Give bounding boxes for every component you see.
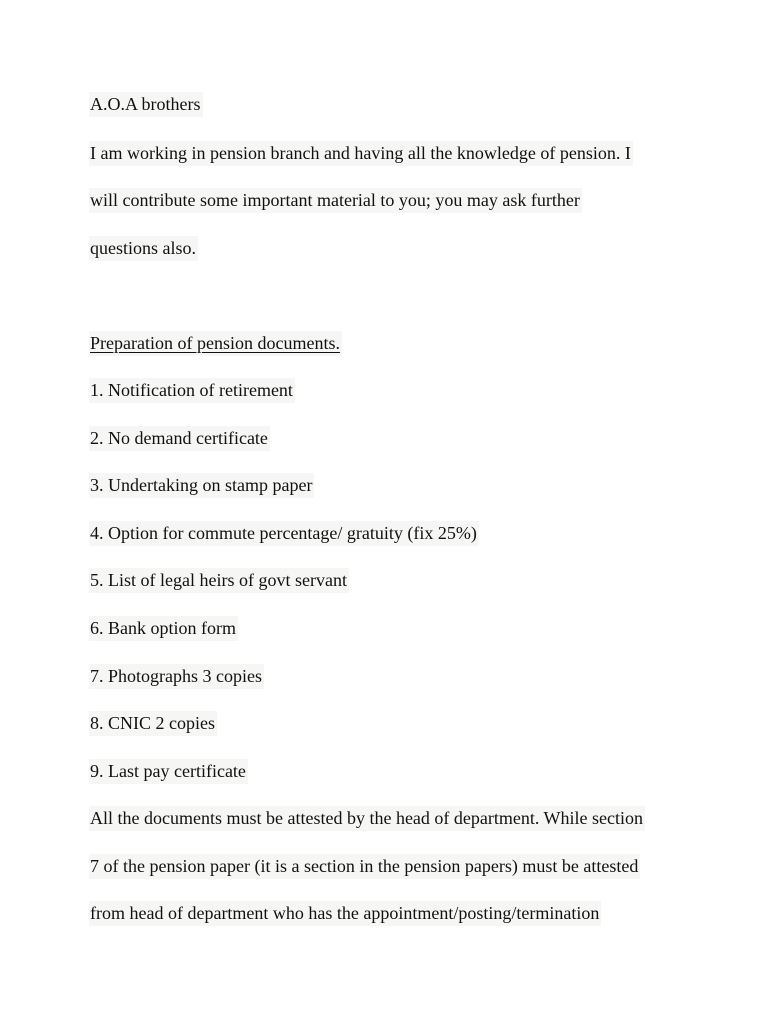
list-item-text: 9. Last pay certificate: [89, 759, 248, 784]
greeting-text: A.O.A brothers: [89, 92, 203, 117]
closing-text-1: All the documents must be attested by the head of department. While section: [89, 806, 645, 831]
closing-line-2: [89, 854, 640, 878]
list-item-text: 2. No demand certificate: [89, 426, 270, 451]
intro-text-2: will contribute some important material to you; you may ask further: [89, 188, 582, 213]
intro-text-1: I am working in pension branch and having all the knowledge of pension. I: [89, 141, 633, 166]
list-item: [89, 378, 295, 402]
closing-line-3: [89, 901, 601, 925]
closing-text-2: 7 of the pension paper (it is a section in the pension papers) must be attested: [89, 854, 640, 879]
closing-line-1: [89, 806, 645, 830]
list-item: [89, 759, 248, 783]
list-item-text: 3. Undertaking on stamp paper: [89, 473, 314, 498]
list-item-text: 4. Option for commute percentage/ gratuity (fix 25%): [89, 521, 479, 546]
list-item-text: 1. Notification of retirement: [89, 378, 295, 403]
list-item: [89, 664, 264, 688]
section-heading: Preparation of pension documents.: [89, 331, 342, 356]
list-item: [89, 426, 270, 450]
list-item-text: 6. Bank option form: [89, 616, 238, 641]
section-heading-line: [89, 331, 342, 355]
list-item: [89, 521, 479, 545]
list-item: [89, 568, 349, 592]
intro-line-3: [89, 236, 198, 260]
list-item-text: 8. CNIC 2 copies: [89, 711, 217, 736]
greeting-line: [89, 92, 203, 116]
list-item: [89, 616, 238, 640]
list-item: [89, 473, 314, 497]
list-item-text: 5. List of legal heirs of govt servant: [89, 568, 349, 593]
intro-line-1: [89, 141, 633, 165]
intro-line-2: [89, 188, 582, 212]
list-item-text: 7. Photographs 3 copies: [89, 664, 264, 689]
closing-text-3: from head of department who has the appointment/posting/termination: [89, 901, 601, 926]
intro-text-3: questions also.: [89, 236, 198, 261]
list-item: [89, 711, 217, 735]
